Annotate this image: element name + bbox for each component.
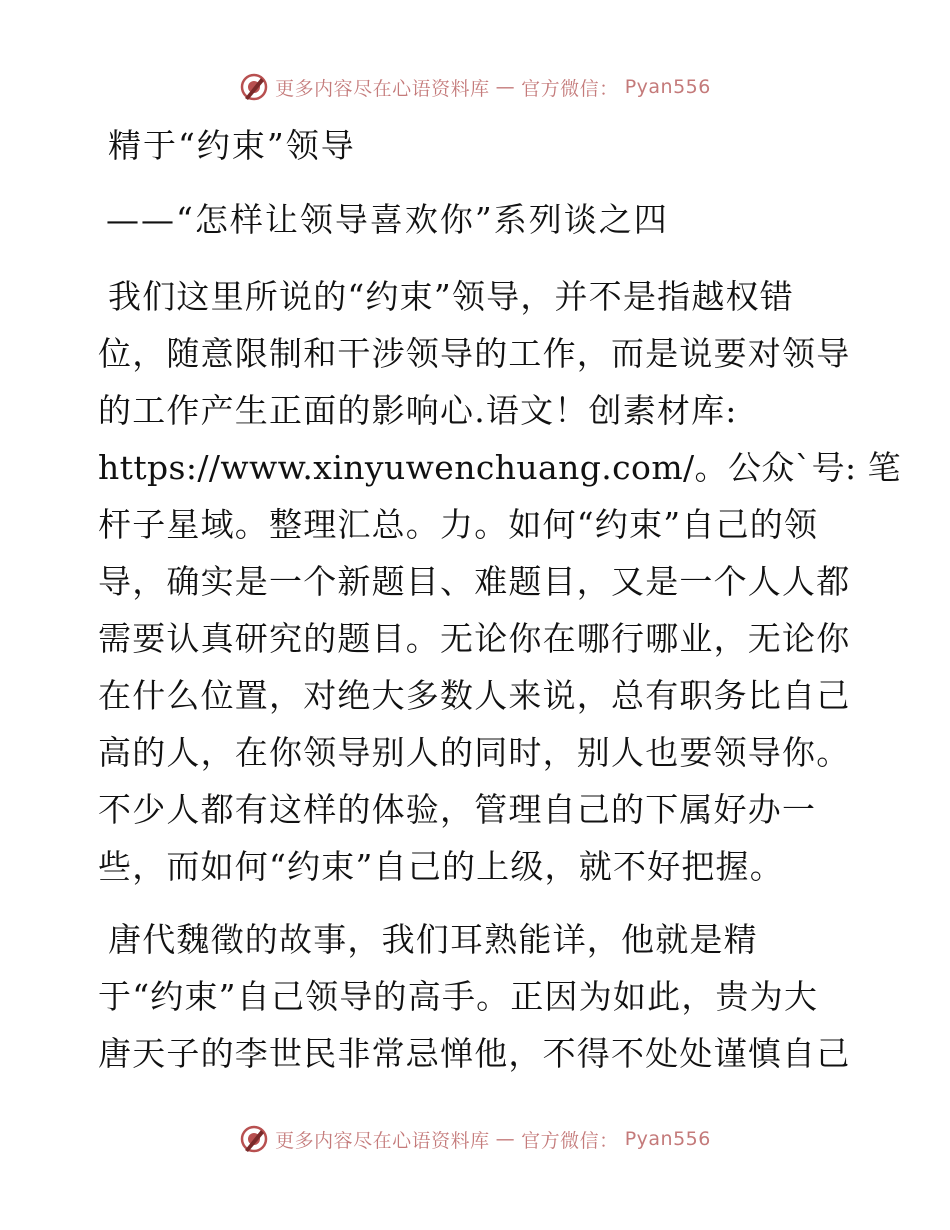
- watermark-separator: —: [495, 1128, 516, 1150]
- text-line: 不少人都有这样的体验，管理自己的下属好办一: [98, 790, 817, 829]
- footer-watermark: [0, 1124, 950, 1154]
- watermark-text: 更多内容尽在心语资料库: [275, 1129, 490, 1152]
- watermark-text: 更多内容尽在心语资料库: [275, 77, 490, 100]
- document-body: [98, 118, 901, 1082]
- paragraph-1: [98, 268, 901, 895]
- text-line: https://www.xinyuwenchuang.com/。公众`号: 笔: [98, 448, 901, 487]
- text-line: 需要认真研究的题目。无论你在哪行哪业，无论你: [98, 619, 851, 658]
- text-line: 在什么位置，对绝大多数人来说，总有职务比自己: [98, 676, 851, 715]
- text-line: 唐代魏徵的故事，我们耳熟能详，他就是精: [108, 920, 758, 959]
- pen-logo-icon: [239, 1124, 269, 1154]
- text-line: 杆子星域。整理汇总。力。如何“约束”自己的领: [98, 505, 819, 544]
- text-line: 高的人，在你领导别人的同时，别人也要领导你。: [98, 733, 851, 772]
- document-title: 精于“约束”领导: [108, 126, 356, 165]
- watermark-account: Pyan556: [624, 1128, 711, 1150]
- watermark-official-label: 官方微信：: [521, 77, 619, 100]
- text-line: 位，随意限制和干涉领导的工作，而是说要对领导: [98, 334, 851, 373]
- text-line: 些，而如何“约束”自己的上级，就不好把握。: [98, 847, 784, 886]
- watermark-account: Pyan556: [624, 76, 711, 98]
- document-subtitle: ——“怎样让领导喜欢你”系列谈之四: [106, 200, 669, 239]
- text-line: 我们这里所说的“约束”领导，并不是指越权错: [108, 277, 794, 316]
- text-line: 导，确实是一个新题目、难题目，又是一个人人都: [98, 562, 851, 601]
- watermark-separator: —: [495, 76, 516, 98]
- header-watermark: [0, 72, 950, 102]
- text-line: 唐天子的李世民非常忌惮他，不得不处处谨慎自己: [98, 1034, 851, 1073]
- text-line: 的工作产生正面的影响心.语文！创素材库:: [98, 391, 738, 430]
- text-line: 于“约束”自己领导的高手。正因为如此，贵为大: [98, 977, 819, 1016]
- paragraph-2: [98, 911, 858, 1082]
- watermark-official-label: 官方微信：: [521, 1129, 619, 1152]
- pen-logo-icon: [239, 72, 269, 102]
